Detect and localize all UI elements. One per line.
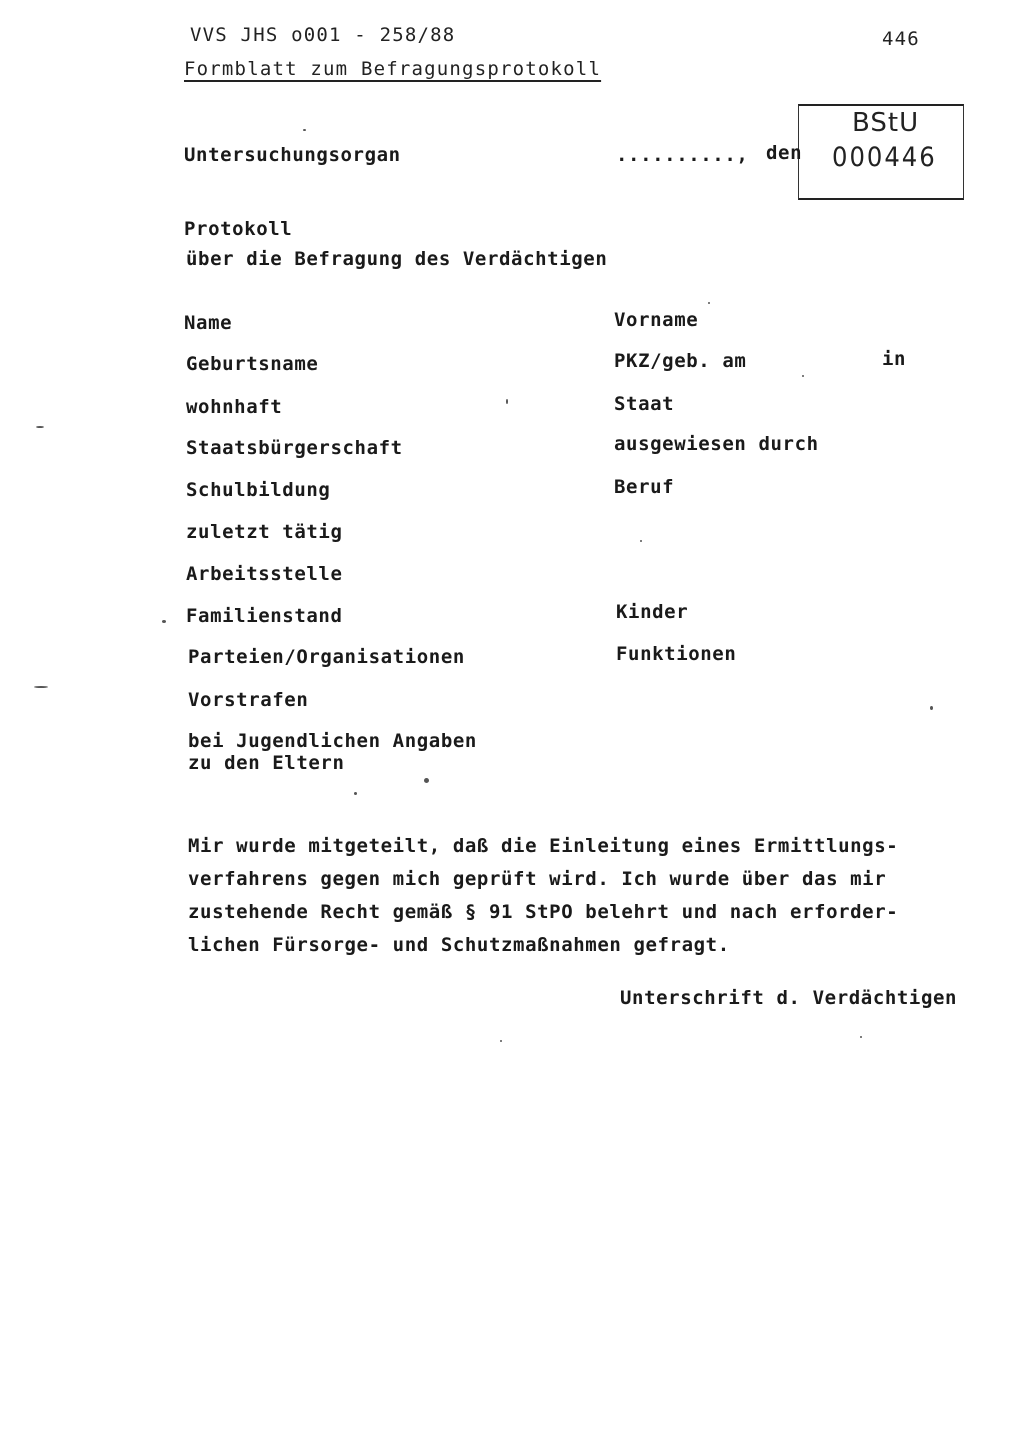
date-label: den	[766, 142, 803, 164]
field-arbeitsstelle: Arbeitsstelle	[186, 563, 343, 585]
scan-speck	[34, 686, 48, 688]
field-name: Name	[184, 312, 233, 334]
protocol-title: Protokoll	[184, 218, 293, 240]
statement-line: zustehende Recht gemäß § 91 StPO belehrt und nach erforder-	[188, 901, 899, 923]
statement-line: verfahrens gegen mich geprüft wird. Ich wurde über das mir	[188, 868, 887, 890]
field-beruf: Beruf	[614, 476, 675, 498]
statement-line: lichen Fürsorge- und Schutzmaßnahmen gefragt.	[188, 934, 730, 956]
field-geburtsname: Geburtsname	[186, 353, 319, 375]
scan-speck	[162, 620, 166, 623]
scan-speck	[640, 540, 642, 542]
field-jugendliche-line2: zu den Eltern	[188, 752, 345, 774]
scan-speck	[506, 399, 508, 404]
field-schulbildung: Schulbildung	[186, 479, 331, 501]
scan-speck	[860, 1036, 862, 1038]
scan-speck	[424, 778, 429, 783]
field-kinder: Kinder	[616, 601, 689, 623]
scan-speck	[500, 1040, 502, 1042]
field-wohnhaft: wohnhaft	[186, 396, 283, 418]
scan-speck	[708, 302, 710, 304]
untersuchungsorgan-label: Untersuchungsorgan	[184, 144, 401, 166]
field-funktionen: Funktionen	[616, 643, 737, 665]
stamp-organization: BStU	[852, 108, 920, 138]
scan-speck	[303, 129, 306, 131]
field-jugendliche-line1: bei Jugendlichen Angaben	[188, 730, 477, 752]
stamp-number: 000446	[832, 142, 937, 173]
scan-speck	[802, 375, 804, 377]
field-in: in	[882, 348, 907, 370]
field-pkz-geb-am: PKZ/geb. am	[614, 350, 747, 372]
statement-line: Mir wurde mitgeteilt, daß die Einleitung eines Ermittlungs-	[188, 835, 899, 857]
field-zuletzt-taetig: zuletzt tätig	[186, 521, 343, 543]
form-title: Formblatt zum Befragungsprotokoll	[184, 58, 602, 80]
statement-paragraph	[188, 830, 948, 962]
field-staatsbuergerschaft: Staatsbürgerschaft	[186, 437, 403, 459]
date-placeholder: ..........,	[616, 144, 749, 166]
signature-label: Unterschrift d. Verdächtigen	[620, 987, 958, 1009]
field-vorname: Vorname	[614, 309, 699, 331]
field-familienstand: Familienstand	[186, 605, 343, 627]
field-staat: Staat	[614, 393, 675, 415]
field-ausgewiesen-durch: ausgewiesen durch	[614, 433, 819, 455]
scan-speck	[930, 706, 933, 710]
field-parteien-organisationen: Parteien/Organisationen	[188, 646, 465, 668]
scan-speck	[354, 792, 357, 795]
page-number: 446	[882, 28, 920, 50]
scan-speck	[36, 426, 44, 428]
document-reference: VVS JHS o001 - 258/88	[190, 24, 456, 46]
field-vorstrafen: Vorstrafen	[188, 689, 309, 711]
protocol-subtitle: über die Befragung des Verdächtigen	[186, 248, 608, 270]
